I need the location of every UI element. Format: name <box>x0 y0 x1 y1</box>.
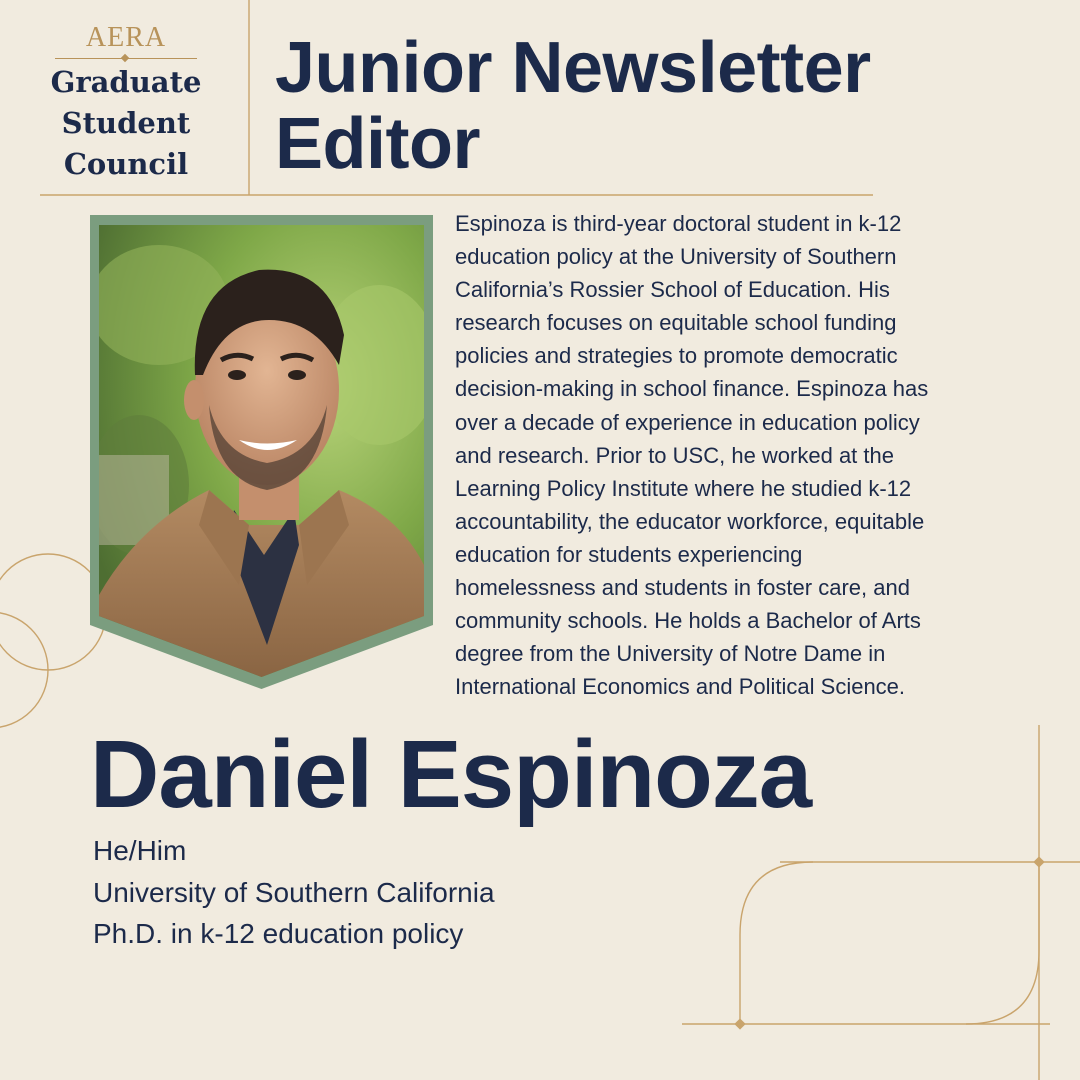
pronouns: He/Him <box>93 835 187 866</box>
title-line-1: Junior Newsletter <box>275 28 871 108</box>
logo-org: AERA <box>85 22 167 53</box>
profile-photo <box>99 225 424 677</box>
logo-council <box>50 62 202 185</box>
bio-text: Espinoza is third-year doctoral student in k-12 education policy at the University of Southern California’s Rossier School of Education. His research focuses on equitable school funding policies and strategies to promote democratic decision-making in school finance. Espinoza has over a decade of experience in education policy and research. Prior to USC, he worked at the Learning Policy Institute where he studied k-12 accountability, the educator workforce, equitable education for students experiencing homelessness and students in foster care, and community schools. He holds a Bachelor of Arts degree from the University of Notre Dame in International Economics and Political Science. <box>455 211 929 700</box>
logo-line-1: Graduate <box>50 65 202 99</box>
title-line-2: Editor <box>275 104 480 184</box>
logo-line-2: Student <box>61 106 191 140</box>
degree: Ph.D. in k-12 education policy <box>93 918 464 949</box>
person-name: Daniel Espinoza <box>90 721 812 828</box>
logo-line-3: Council <box>63 147 189 181</box>
person-details <box>93 830 793 955</box>
university: University of Southern California <box>93 876 495 908</box>
page-title <box>275 30 1055 182</box>
